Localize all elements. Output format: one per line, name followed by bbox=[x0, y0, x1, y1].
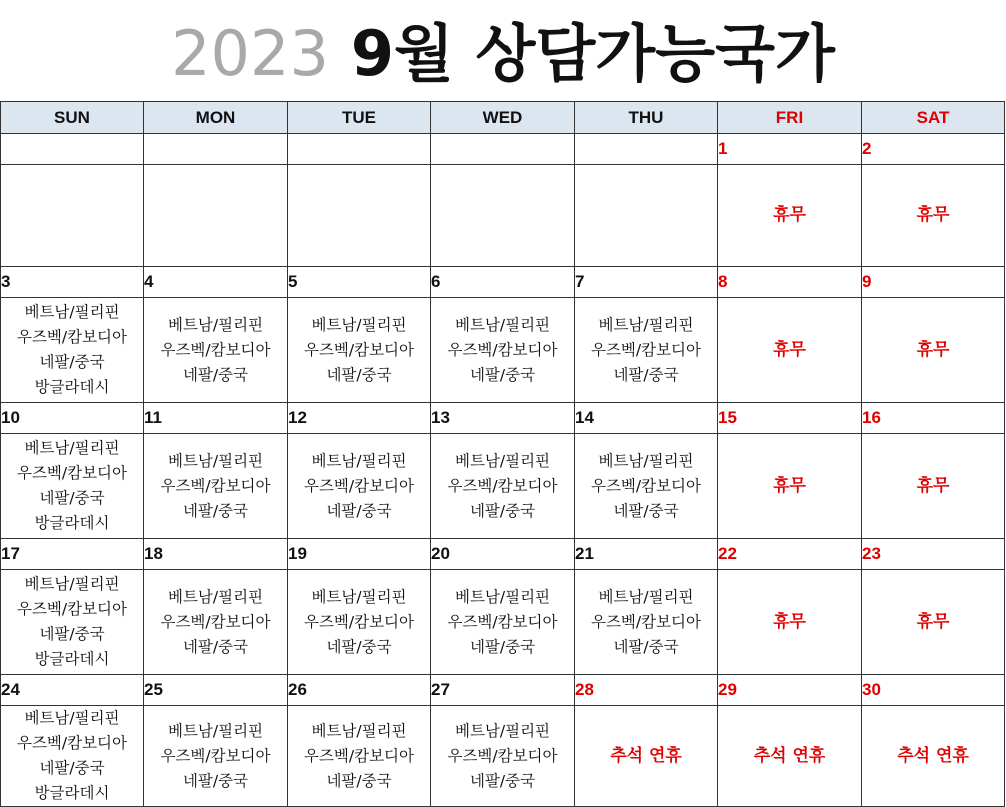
day-number-sat: 16 bbox=[862, 403, 1005, 434]
country-line: 네팔/중국 bbox=[613, 501, 679, 520]
country-line: 방글라데시 bbox=[34, 650, 110, 668]
country-line: 우즈벡/캄보디아 bbox=[303, 340, 415, 359]
day-number-thu: 7 bbox=[575, 267, 718, 298]
day-cell-mon bbox=[144, 165, 288, 267]
country-line: 네팔/중국 bbox=[326, 637, 392, 656]
day-number-sun: 3 bbox=[1, 267, 144, 298]
day-cell-wed bbox=[431, 706, 575, 807]
weekday-header-row bbox=[1, 102, 1005, 134]
country-line: 우즈벡/캄보디아 bbox=[303, 746, 415, 765]
country-line: 베트남/필리핀 bbox=[311, 315, 407, 334]
day-cell-thu bbox=[575, 570, 718, 675]
day-cell-sun bbox=[1, 165, 144, 267]
country-line: 네팔/중국 bbox=[182, 637, 249, 656]
country-line: 네팔/중국 bbox=[469, 501, 536, 520]
country-line: 네팔/중국 bbox=[613, 365, 679, 384]
day-number-tue: 5 bbox=[288, 267, 431, 298]
date-number-row bbox=[1, 403, 1005, 434]
day-cell-sat bbox=[862, 570, 1005, 675]
day-number-wed: 20 bbox=[431, 539, 575, 570]
country-line: 네팔/중국 bbox=[39, 353, 105, 371]
country-line: 네팔/중국 bbox=[182, 365, 249, 384]
country-line: 베트남/필리핀 bbox=[598, 587, 694, 606]
day-number-mon: 25 bbox=[144, 675, 288, 706]
country-line: 베트남/필리핀 bbox=[167, 587, 264, 606]
status-label: 휴무 bbox=[916, 475, 950, 496]
day-cell-thu bbox=[575, 434, 718, 539]
weekday-fri: FRI bbox=[718, 102, 862, 134]
country-line: 베트남/필리핀 bbox=[311, 721, 407, 740]
day-number-wed bbox=[431, 134, 575, 165]
country-line: 베트남/필리핀 bbox=[454, 721, 551, 740]
country-line: 우즈벡/캄보디아 bbox=[16, 328, 128, 346]
day-cell-fri bbox=[718, 570, 862, 675]
day-cell-sun bbox=[1, 706, 144, 807]
day-cell-mon bbox=[144, 434, 288, 539]
day-number-thu bbox=[575, 134, 718, 165]
day-number-wed: 6 bbox=[431, 267, 575, 298]
status-label: 추석 연휴 bbox=[753, 745, 826, 766]
date-number-row bbox=[1, 134, 1005, 165]
weekday-sun: SUN bbox=[1, 102, 144, 134]
country-line: 우즈벡/캄보디아 bbox=[160, 612, 271, 631]
day-cell-mon bbox=[144, 706, 288, 807]
day-cell-sun bbox=[1, 298, 144, 403]
country-line: 베트남/필리핀 bbox=[24, 709, 120, 727]
country-line: 베트남/필리핀 bbox=[598, 451, 694, 470]
country-line: 우즈벡/캄보디아 bbox=[16, 734, 128, 752]
status-label: 추석 연휴 bbox=[897, 745, 969, 766]
day-cell-tue bbox=[288, 434, 431, 539]
day-number-mon: 4 bbox=[144, 267, 288, 298]
country-line: 방글라데시 bbox=[34, 514, 110, 532]
day-number-fri: 1 bbox=[718, 134, 862, 165]
day-cell-fri bbox=[718, 165, 862, 267]
day-cell-fri bbox=[718, 434, 862, 539]
status-label: 휴무 bbox=[773, 475, 806, 496]
day-number-tue: 12 bbox=[288, 403, 431, 434]
country-line: 네팔/중국 bbox=[469, 637, 536, 656]
date-number-row bbox=[1, 539, 1005, 570]
day-number-mon: 18 bbox=[144, 539, 288, 570]
day-number-tue: 19 bbox=[288, 539, 431, 570]
day-cell-wed bbox=[431, 298, 575, 403]
title-year: 2023 bbox=[171, 17, 329, 90]
country-line: 네팔/중국 bbox=[182, 771, 249, 790]
day-number-mon: 11 bbox=[144, 403, 288, 434]
day-number-fri: 8 bbox=[718, 267, 862, 298]
day-number-thu: 14 bbox=[575, 403, 718, 434]
day-cell-sat bbox=[862, 434, 1005, 539]
country-line: 네팔/중국 bbox=[326, 365, 392, 384]
country-line: 우즈벡/캄보디아 bbox=[160, 746, 271, 765]
country-line: 베트남/필리핀 bbox=[167, 721, 264, 740]
country-line: 베트남/필리핀 bbox=[454, 451, 551, 470]
page-title bbox=[0, 14, 1006, 94]
content-row bbox=[1, 165, 1005, 267]
country-line: 네팔/중국 bbox=[326, 771, 392, 790]
status-label: 휴무 bbox=[773, 611, 806, 632]
day-cell-sun bbox=[1, 434, 144, 539]
country-line: 우즈벡/캄보디아 bbox=[160, 340, 271, 359]
country-line: 우즈벡/캄보디아 bbox=[590, 476, 702, 495]
country-line: 베트남/필리핀 bbox=[24, 439, 120, 457]
status-label: 휴무 bbox=[773, 205, 806, 225]
day-number-tue: 26 bbox=[288, 675, 431, 706]
day-cell-wed bbox=[431, 570, 575, 675]
country-line: 베트남/필리핀 bbox=[24, 303, 120, 321]
day-number-sat: 23 bbox=[862, 539, 1005, 570]
day-number-sun: 17 bbox=[1, 539, 144, 570]
weekday-tue: TUE bbox=[288, 102, 431, 134]
day-cell-mon bbox=[144, 298, 288, 403]
day-number-sun: 24 bbox=[1, 675, 144, 706]
status-label: 휴무 bbox=[773, 339, 806, 360]
day-cell-sat bbox=[862, 165, 1005, 267]
country-line: 베트남/필리핀 bbox=[24, 575, 120, 593]
weekday-wed: WED bbox=[431, 102, 575, 134]
status-label: 추석 연휴 bbox=[610, 745, 682, 766]
country-line: 베트남/필리핀 bbox=[167, 451, 264, 470]
content-row bbox=[1, 298, 1005, 403]
country-line: 베트남/필리핀 bbox=[311, 587, 407, 606]
day-number-thu: 28 bbox=[575, 675, 718, 706]
country-line: 네팔/중국 bbox=[39, 489, 105, 507]
content-row bbox=[1, 570, 1005, 675]
day-number-mon bbox=[144, 134, 288, 165]
country-line: 베트남/필리핀 bbox=[167, 315, 264, 334]
weekday-thu: THU bbox=[575, 102, 718, 134]
country-line: 네팔/중국 bbox=[39, 759, 105, 777]
country-line: 베트남/필리핀 bbox=[598, 315, 694, 334]
country-line: 네팔/중국 bbox=[613, 637, 679, 656]
country-line: 우즈벡/캄보디아 bbox=[447, 746, 558, 765]
country-line: 네팔/중국 bbox=[469, 365, 536, 384]
calendar-table bbox=[0, 101, 1005, 807]
country-line: 방글라데시 bbox=[34, 378, 110, 396]
content-row bbox=[1, 434, 1005, 539]
day-number-sun bbox=[1, 134, 144, 165]
day-cell-thu bbox=[575, 706, 718, 807]
content-row bbox=[1, 706, 1005, 807]
day-cell-tue bbox=[288, 706, 431, 807]
day-number-sat: 2 bbox=[862, 134, 1005, 165]
weekday-mon: MON bbox=[144, 102, 288, 134]
country-line: 베트남/필리핀 bbox=[311, 451, 407, 470]
day-number-sat: 30 bbox=[862, 675, 1005, 706]
country-line: 우즈벡/캄보디아 bbox=[590, 340, 702, 359]
country-line: 방글라데시 bbox=[34, 784, 110, 802]
status-label: 휴무 bbox=[916, 611, 950, 632]
day-cell-sun bbox=[1, 570, 144, 675]
day-cell-wed bbox=[431, 165, 575, 267]
day-cell-fri bbox=[718, 706, 862, 807]
date-number-row bbox=[1, 267, 1005, 298]
day-cell-wed bbox=[431, 434, 575, 539]
weekday-sat: SAT bbox=[862, 102, 1005, 134]
day-number-fri: 15 bbox=[718, 403, 862, 434]
day-cell-tue bbox=[288, 570, 431, 675]
day-number-sun: 10 bbox=[1, 403, 144, 434]
country-line: 네팔/중국 bbox=[326, 501, 392, 520]
day-cell-thu bbox=[575, 298, 718, 403]
day-number-sat: 9 bbox=[862, 267, 1005, 298]
country-line: 우즈벡/캄보디아 bbox=[303, 612, 415, 631]
country-line: 우즈벡/캄보디아 bbox=[16, 600, 128, 618]
day-cell-fri bbox=[718, 298, 862, 403]
country-line: 베트남/필리핀 bbox=[454, 315, 551, 334]
day-cell-sat bbox=[862, 298, 1005, 403]
country-line: 베트남/필리핀 bbox=[454, 587, 551, 606]
status-label: 휴무 bbox=[916, 205, 950, 225]
day-number-wed: 27 bbox=[431, 675, 575, 706]
calendar-body bbox=[1, 134, 1005, 807]
day-number-thu: 21 bbox=[575, 539, 718, 570]
country-line: 네팔/중국 bbox=[469, 771, 536, 790]
country-line: 네팔/중국 bbox=[182, 501, 249, 520]
country-line: 우즈벡/캄보디아 bbox=[447, 476, 558, 495]
country-line: 네팔/중국 bbox=[39, 625, 105, 643]
day-number-tue bbox=[288, 134, 431, 165]
country-line: 우즈벡/캄보디아 bbox=[16, 464, 128, 482]
date-number-row bbox=[1, 675, 1005, 706]
day-cell-thu bbox=[575, 165, 718, 267]
day-number-fri: 29 bbox=[718, 675, 862, 706]
day-cell-tue bbox=[288, 165, 431, 267]
title-main: 9월 상담가능국가 bbox=[350, 17, 835, 90]
day-cell-tue bbox=[288, 298, 431, 403]
country-line: 우즈벡/캄보디아 bbox=[590, 612, 702, 631]
status-label: 휴무 bbox=[916, 339, 950, 360]
day-number-wed: 13 bbox=[431, 403, 575, 434]
country-line: 우즈벡/캄보디아 bbox=[160, 476, 271, 495]
country-line: 우즈벡/캄보디아 bbox=[447, 340, 558, 359]
country-line: 우즈벡/캄보디아 bbox=[447, 612, 558, 631]
day-number-fri: 22 bbox=[718, 539, 862, 570]
day-cell-mon bbox=[144, 570, 288, 675]
country-line: 우즈벡/캄보디아 bbox=[303, 476, 415, 495]
day-cell-sat bbox=[862, 706, 1005, 807]
